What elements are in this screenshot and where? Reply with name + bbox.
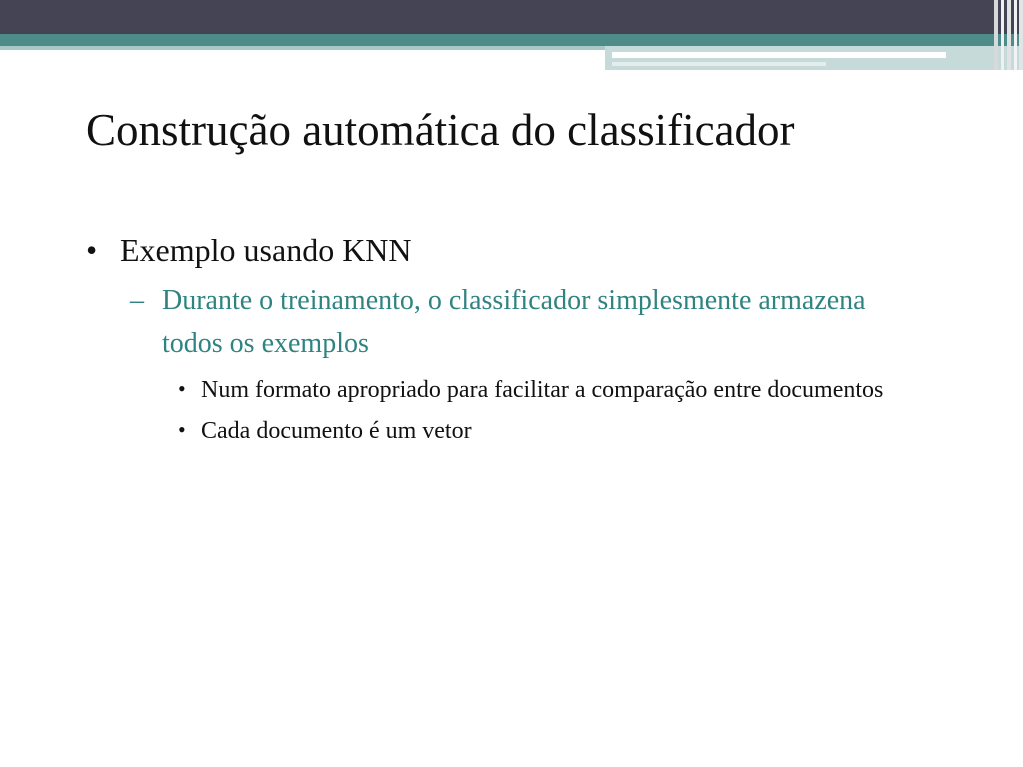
slide-title: Construção automática do classificador	[86, 105, 795, 155]
bullet-marker: •	[86, 232, 98, 268]
header-band-right-block	[605, 46, 1023, 70]
bullet-level-2	[130, 279, 932, 366]
bullet-text: Exemplo usando KNN	[120, 232, 412, 268]
bullet-level-1	[86, 232, 966, 269]
edge-strip	[994, 0, 998, 70]
bullet-level-3	[178, 372, 931, 409]
bullet-marker: •	[178, 416, 186, 442]
slide-body	[86, 232, 966, 454]
bullet-text: Num formato apropriado para facilitar a comparação entre documentos	[201, 376, 884, 403]
header-band-right-line-2	[612, 62, 826, 66]
header-band-light	[0, 46, 605, 50]
dash-marker: –	[130, 284, 144, 316]
header-band-right-line	[612, 52, 946, 58]
header-band-teal	[0, 34, 1023, 46]
edge-strip	[1019, 0, 1023, 70]
header-band-dark	[0, 0, 1023, 34]
bullet-text: Cada documento é um vetor	[201, 417, 472, 444]
bullet-level-3	[178, 413, 931, 450]
edge-strip	[1014, 0, 1017, 70]
edge-strip	[1007, 0, 1011, 70]
bullet-marker: •	[178, 375, 186, 401]
edge-strip	[1001, 0, 1004, 70]
bullet-text: Durante o treinamento, o classificador simplesmente armazena todos os exemplos	[162, 284, 866, 360]
